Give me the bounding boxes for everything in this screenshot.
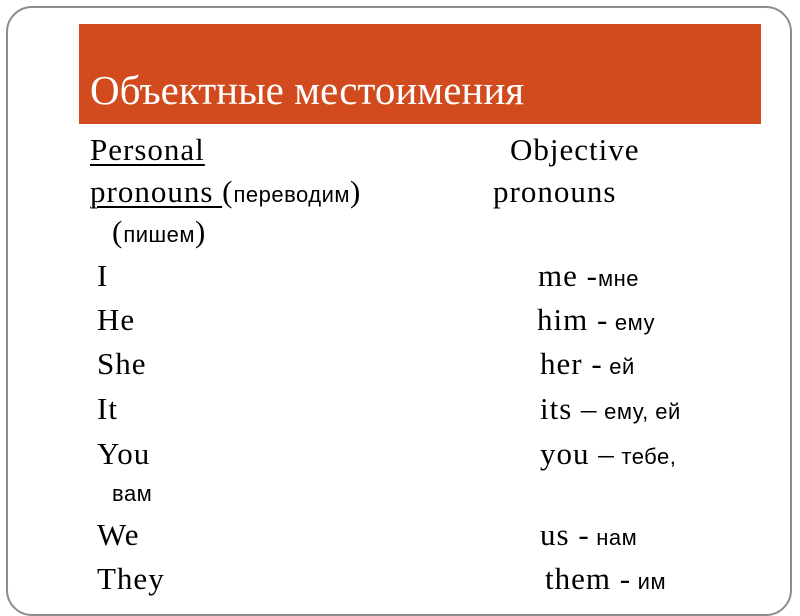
objective-pronoun: me -мне <box>538 258 639 293</box>
header-pronouns-left: pronouns (переводим) <box>90 174 362 209</box>
objective-pronoun: you – тебе, <box>540 436 677 471</box>
personal-pronoun: They <box>97 561 165 596</box>
objective-pronoun: them - им <box>545 561 667 596</box>
personal-pronoun: I <box>97 258 109 293</box>
header-objective: Objective <box>510 132 640 167</box>
objective-pronoun: us - нам <box>540 517 638 552</box>
objective-pronoun: him - ему <box>537 302 656 337</box>
personal-pronoun: She <box>97 346 147 381</box>
personal-pronoun: It <box>97 391 118 426</box>
header-write-note: (пишем) <box>112 214 207 249</box>
personal-pronoun: We <box>97 517 140 552</box>
objective-pronoun: its – ему, ей <box>540 391 681 426</box>
personal-pronoun: You <box>97 436 151 471</box>
slide-title: Объектные местоимения <box>90 67 525 113</box>
header-personal: Personal <box>90 132 205 167</box>
header-pronouns-right: pronouns <box>493 174 617 209</box>
translation-continuation: вам <box>112 481 153 506</box>
objective-pronoun: her - ей <box>540 346 635 381</box>
personal-pronoun: He <box>97 302 136 337</box>
